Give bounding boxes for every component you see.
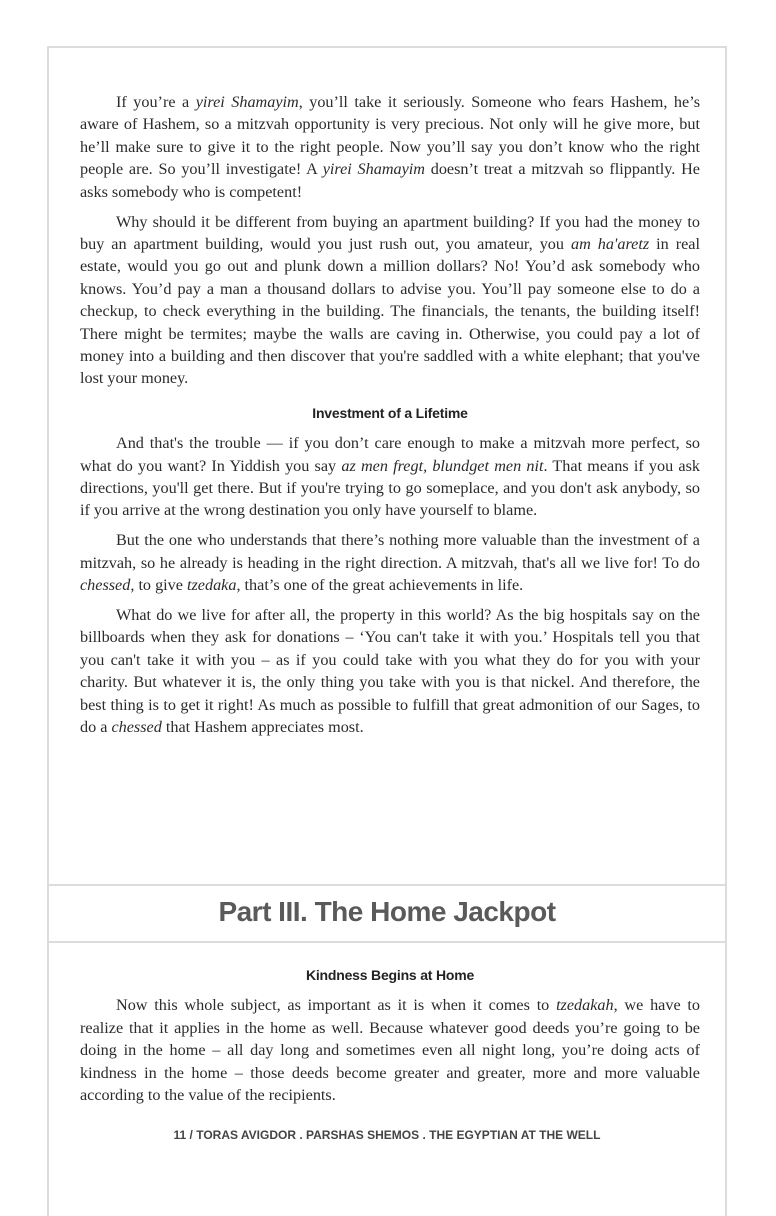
text-run: in real estate, would you go out and plunk down a million dollars? No! You’d ask somebody who knows. You’d pay a man a thousand dollars to advise you. You’ll pay someone else to do a checkup, to check everything in the building. The financials, the tenants, the building itself! There might be termites; maybe the walls are caving in. Otherwise, you could pay a lot of money into a building and then discover that you're saddled with a white elephant; that you've lost your money. [80,234,700,388]
italic-term: chessed [80,576,131,595]
text-run: , we have to realize that it applies in the home as well. Because whatever good deeds you’re going to be doing in the home – all day long and sometimes even all night long, you’re doing acts of kindness in the home – those deeds become greater and greater, more and more valuable according to the value of the recipients. [80,996,700,1105]
section-body [80,952,700,1114]
italic-term: tzedaka [187,576,237,595]
text-run: But the one who understands that there’s nothing more valuable than the investment of a mitzvah, so he already is heading in the right direction. A mitzvah, that's all we live for! To do [80,531,700,572]
italic-term: az men fregt, blundget men nit [341,456,544,475]
text-run: doesn’t treat a mitzvah so flippantly. He asks somebody who is competent! [80,160,700,201]
paragraph [80,211,700,390]
text-run: And that's the trouble — if you don’t care enough to make a mitzvah more perfect, so what do you want? In Yiddish you say [80,434,700,475]
paragraph [80,604,700,738]
document-page [47,46,727,1216]
italic-term: yirei Shamayim [195,93,299,111]
page-footer: 11 / TORAS AVIGDOR . PARSHAS SHEMOS . THE EGYPTIAN AT THE WELL [173,1128,601,1142]
text-run: If you’re a [116,93,196,111]
text-run: Now this whole subject, as important as it is when it comes to [116,996,557,1015]
italic-term: chessed [111,718,162,737]
italic-term: tzedakah [556,996,614,1015]
italic-term: am ha'aretz [570,234,650,253]
text-run: Why should it be different from buying an apartment building? If you had the money to buy an apartment building, would you just rush out, you amateur, you [80,212,700,253]
paragraph [80,432,700,522]
paragraph [80,994,700,1106]
text-run: What do we live for after all, the property in this world? As the big hospitals say on the billboards when they ask for donations – ‘You can't take it with you.’ Hospitals tell you that you can't take it with you – as if you could take with you what they do for you with your charity. But whatever it is, the only thing you take with you is that nickel. And therefore, the best thing is to get it right! As much as possible to fulfill that great admonition of our Sages, to do a [80,606,700,737]
text-run: , to give [130,576,187,595]
paragraph [80,529,700,596]
part-title: Part III. The Home Jackpot [49,884,725,943]
section-heading: Kindness Begins at Home [305,967,475,983]
section-body [80,91,700,746]
text-run: that Hashem appreciates most. [161,718,364,737]
text-run: , you’ll take it seriously. Someone who fears Hashem, he’s aware of Hashem, so a mitzvah opportunity is very precious. Not only will he give more, but he’ll make sure to give it to the right people. Now you’ll say you don’t know who the right people are. So you’ll investigate! A [80,93,700,179]
paragraph [80,91,700,203]
text-run: , that’s one of the great achievements in life. [236,576,524,595]
text-run: . That means if you ask directions, you'll get there. But if you're trying to go someplace, and you don't ask anybody, so if you arrive at the wrong destination you only have yourself to blame. [80,456,700,520]
section-heading: Investment of a Lifetime [312,404,468,421]
italic-term: yirei Shamayim [322,160,425,179]
